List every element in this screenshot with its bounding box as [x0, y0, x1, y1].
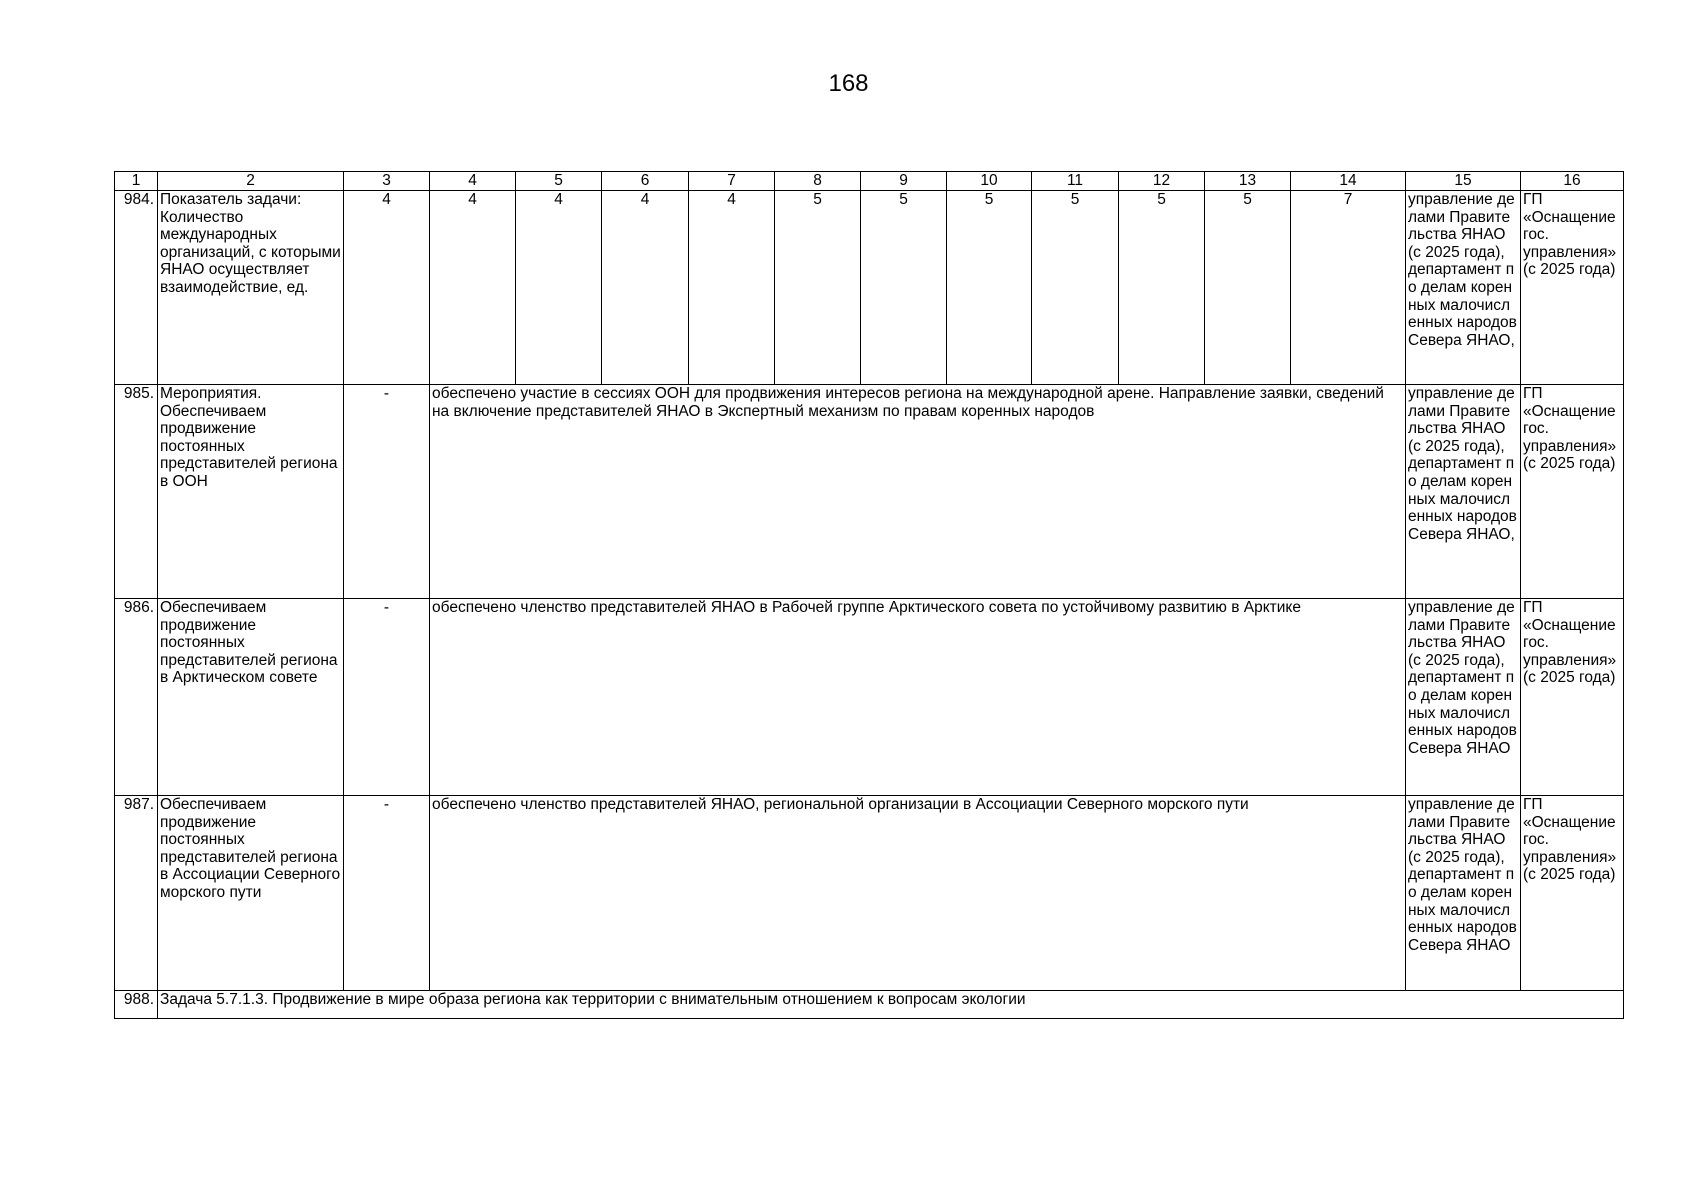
value-cell: 4 — [689, 191, 775, 385]
value-cell: 4 — [344, 191, 430, 385]
responsible-cell: управление делами Правительства ЯНАО (с 2025 года), департамент по делам коренных малочисленных народов Севера ЯНАО, — [1406, 191, 1521, 385]
header-cell: 2 — [158, 172, 344, 191]
dash-cell: - — [344, 796, 430, 991]
value-cell: 5 — [1119, 191, 1205, 385]
value-cell: 5 — [1032, 191, 1119, 385]
header-cell: 3 — [344, 172, 430, 191]
result-cell: обеспечено членство представителей ЯНАО, региональной организации в Ассоциации Северного морского пути — [430, 796, 1406, 991]
header-cell: 4 — [430, 172, 516, 191]
header-cell: 14 — [1291, 172, 1406, 191]
value-cell: 5 — [861, 191, 947, 385]
plan-table — [114, 171, 1624, 1019]
header-cell: 16 — [1521, 172, 1624, 191]
dash-cell: - — [344, 599, 430, 796]
table-row — [115, 991, 1624, 1019]
table-row — [115, 385, 1624, 599]
header-cell: 8 — [775, 172, 861, 191]
header-cell: 7 — [689, 172, 775, 191]
header-cell: 9 — [861, 172, 947, 191]
header-cell: 13 — [1205, 172, 1291, 191]
header-cell: 1 — [115, 172, 158, 191]
row-number: 984. — [115, 191, 158, 385]
row-number: 988. — [115, 991, 158, 1019]
page-number: 168 — [828, 70, 869, 97]
program-cell: ГП «Оснащение гос. управления» (с 2025 года) — [1521, 796, 1624, 991]
responsible-cell: управление делами Правительства ЯНАО (с 2025 года), департамент по делам коренных малочисленных народов Севера ЯНАО — [1406, 599, 1521, 796]
row-number: 987. — [115, 796, 158, 991]
result-cell: обеспечено членство представителей ЯНАО в Рабочей группе Арктического совета по устойчивому развитию в Арктике — [430, 599, 1406, 796]
responsible-cell: управление делами Правительства ЯНАО (с 2025 года), департамент по делам коренных малочисленных народов Севера ЯНАО, — [1406, 385, 1521, 599]
program-cell: ГП «Оснащение гос. управления» (с 2025 года) — [1521, 599, 1624, 796]
header-cell: 11 — [1032, 172, 1119, 191]
responsible-cell: управление делами Правительства ЯНАО (с 2025 года), департамент по делам коренных малочисленных народов Севера ЯНАО — [1406, 796, 1521, 991]
header-cell: 15 — [1406, 172, 1521, 191]
table-row — [115, 796, 1624, 991]
activity-name: Обеспечиваем продвижение постоянных представителей региона в Ассоциации Северного морского пути — [158, 796, 344, 991]
value-cell: 5 — [775, 191, 861, 385]
program-cell: ГП «Оснащение гос. управления» (с 2025 года) — [1521, 191, 1624, 385]
program-cell: ГП «Оснащение гос. управления» (с 2025 года) — [1521, 385, 1624, 599]
header-cell: 5 — [516, 172, 602, 191]
value-cell: 4 — [516, 191, 602, 385]
value-cell: 4 — [602, 191, 689, 385]
value-cell: 7 — [1291, 191, 1406, 385]
task-title: Задача 5.7.1.3. Продвижение в мире образа региона как территории с внимательным отношением к вопросам экологии — [158, 991, 1624, 1019]
row-number: 986. — [115, 599, 158, 796]
value-cell: 4 — [430, 191, 516, 385]
activity-name: Мероприятия. Обеспечиваем продвижение постоянных представителей региона в ООН — [158, 385, 344, 599]
header-cell: 12 — [1119, 172, 1205, 191]
value-cell: 5 — [947, 191, 1032, 385]
row-number: 985. — [115, 385, 158, 599]
header-cell: 10 — [947, 172, 1032, 191]
value-cell: 5 — [1205, 191, 1291, 385]
result-cell: обеспечено участие в сессиях ООН для продвижения интересов региона на международной арене. Направление заявки, сведений на включение представителей ЯНАО в Экспертный механизм по правам коренных народов — [430, 385, 1406, 599]
table-row — [115, 599, 1624, 796]
table-row — [115, 191, 1624, 385]
indicator-name: Показатель задачи: Количество международных организаций, с которыми ЯНАО осуществляет взаимодействие, ед. — [158, 191, 344, 385]
dash-cell: - — [344, 385, 430, 599]
header-cell: 6 — [602, 172, 689, 191]
table-header-row — [115, 172, 1624, 191]
activity-name: Обеспечиваем продвижение постоянных представителей региона в Арктическом совете — [158, 599, 344, 796]
